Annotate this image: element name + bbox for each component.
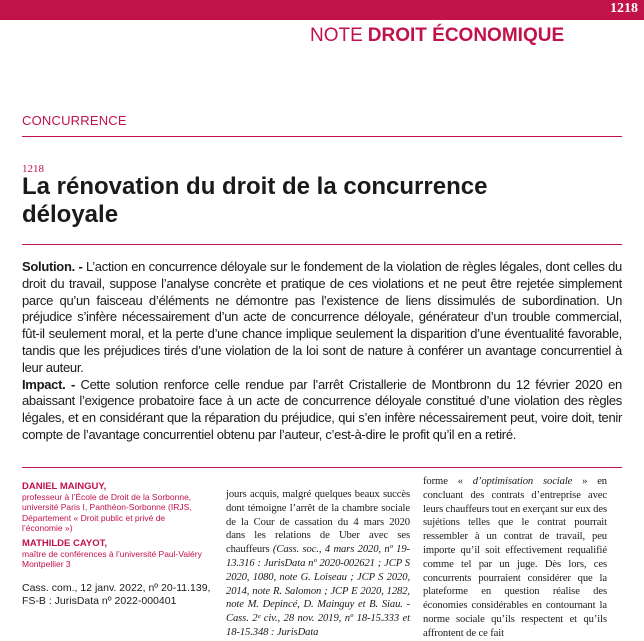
solution-label: Solution. - [22,259,83,274]
body-text: jours acquis, malgré quelques beaux succès dont témoigne l’arrêt de la chambre sociale de la Cour de cassation du 4 mars 2020 dans les relations de Uber avec ses chauffeurs [226,489,410,556]
section-header-bold: DROIT ÉCONOMIQUE [367,25,565,46]
summary-divider [22,467,622,468]
rubric-divider [22,136,622,137]
author-affiliation: maître de conférences à l’université Paul-Valéry Montpellier 3 [22,548,202,570]
body-text-italic: (Cass. soc., 4 mars 2020, nº 19-13.316 : JurisData nº 2020-002621 ; JCP S 2020, 1080, note G. Loiseau ; JCP S 2020, 2014, note R. Salomon ; JCP E 2020, 1282, note M. Depincé, D. Mainguy et B. Siau. - Cass. 2ᵉ civ., 28 nov. 2019, nº 18-15.333 et 18-15.348 : JurisData [226,544,410,638]
solution-text: L’action en concurrence déloyale sur le fondement de la violation de règles légales, dont celles du droit du travail, suppose l’analyse concrète et pratique de ces violations et ne peut être rejetée simplement parce qu’un faisceau d’éléments ne démontre pas l’existence de liens dissimulés de subordination. Un préjudice s’infère nécessairement d’un acte de concurrence déloyale, générateur d’un trouble commercial, fût-il seulement moral, et la perte d’une chance implique seulement la disparition d’une éventualité favorable, tandis que les préjudices tirés d’une violation de la loi sont de nature à conférer un avantage concurrentiel à leur auteur. [22,259,622,375]
section-header [290,20,590,54]
body-column-middle [226,488,410,640]
citation-line: FS-B : JurisData nº 2022-000401 [22,595,177,607]
title-divider [22,244,622,245]
body-text: » en concluant des contrats d’entreprise avec leurs chauffeurs tout en exerçant sur eux des sujétions telles que le contrat pourrait ressembler à un contrat de travail, peu importe qu’il soit effectivement requalifié comme tel par un juge. Dès lors, ces concurrents pourraient considérer que la plateforme en question réalise des économies considérables en contournant la norme sociale qu’ils respectent et qu’ils affrontent de ce fait [423,476,608,639]
impact-label: Impact. - [22,376,75,392]
author-name: MATHILDE CAYOT, [22,537,107,549]
solution-paragraph [22,259,622,377]
section-header-light: NOTE [310,25,363,46]
case-citation [22,582,212,608]
article-title: La rénovation du droit de la concurrence déloyale [22,173,488,228]
impact-text: Cette solution renforce celle rendue par l’arrêt Cristallerie de Montbronn du 12 février 2020 en abaissant l’exigence probatoire face à un acte de concurrence déloyale constitué d’une violation des règles légales, et en considérant que la réparation du préjudice, qui s’en infère nécessairement peut, voire doit, tenir compte de l’avantage concurrentiel obtenu par l’auteur, c’est-à-dire le profit qu’il en a retiré. [22,376,622,442]
author-affiliation: professeur à l’École de Droit de la Sorbonne, université Paris I, Panthéon-Sorbonne (IRJS, Département « Droit public et privé de l’économie ») [22,492,192,534]
authors-block [22,481,202,569]
body-text: forme « [423,476,473,487]
rubric-label: CONCURRENCE [22,113,127,128]
header-color-bar [0,0,644,20]
article-summary [22,259,622,444]
impact-paragraph [22,377,622,444]
body-column-right [423,475,607,641]
citation-line: Cass. com., 12 janv. 2022, nº 20-11.139, [22,582,211,594]
article-number: 1218 [22,163,44,175]
page-number: 1218 [610,1,638,16]
author-name: DANIEL MAINGUY, [22,481,107,492]
body-text-italic: d’optimisation sociale [472,476,573,487]
